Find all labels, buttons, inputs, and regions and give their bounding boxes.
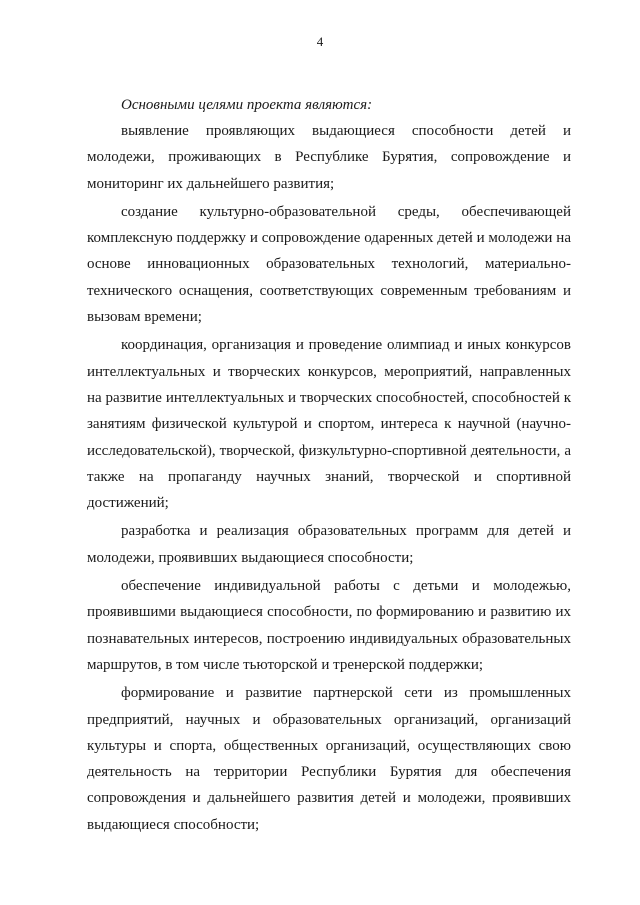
paragraph-olympiads: координация, организация и проведение олимпиад и иных конкурсов интеллектуальных и творческих конкурсов, мероприятий, направленных на развитие интеллектуальных и творческих способностей, способностей к занятиям физической культурой и спортом, интереса к научной (научно-исследовательской), творческой, физкультурно-спортивной деятельности, а также на пропаганду научных знаний, творческой и спортивной достижений; (87, 337, 571, 512)
page-number: 4 (316, 34, 324, 49)
paragraph-identification: выявление проявляющих выдающиеся способности детей и молодежи, проживающих в Республике Бурятия, сопровождение и мониторинг их дальнейшего развития; (87, 123, 571, 192)
paragraph-environment: создание культурно-образовательной среды, обеспечивающей комплексную поддержку и сопровождение одаренных детей и молодежи на основе инновационных образовательных технологий, материально-технического оснащения, соответствующих современным требованиям и вызовам времени; (87, 203, 571, 326)
paragraph-programs: разработка и реализация образовательных программ для детей и молодежи, проявивших выдающиеся способности; (87, 523, 571, 566)
document-body (87, 92, 571, 840)
paragraph-partner-network: формирование и развитие партнерской сети из промышленных предприятий, научных и образовательных организаций, организаций культуры и спорта, общественных организаций, осуществляющих свою деятельность на территории Республики Бурятия для обеспечения сопровождения и дальнейшего развития детей и молодежи, проявивших выдающиеся способности; (87, 685, 571, 833)
goals-intro: Основными целями проекта являются: (121, 97, 373, 113)
paragraph-individual-work: обеспечение индивидуальной работы с детьми и молодежью, проявившими выдающиеся способности, по формированию и развитию их познавательных интересов, построению индивидуальных образовательных маршрутов, в том числе тьюторской и тренерской поддержки; (87, 578, 571, 673)
